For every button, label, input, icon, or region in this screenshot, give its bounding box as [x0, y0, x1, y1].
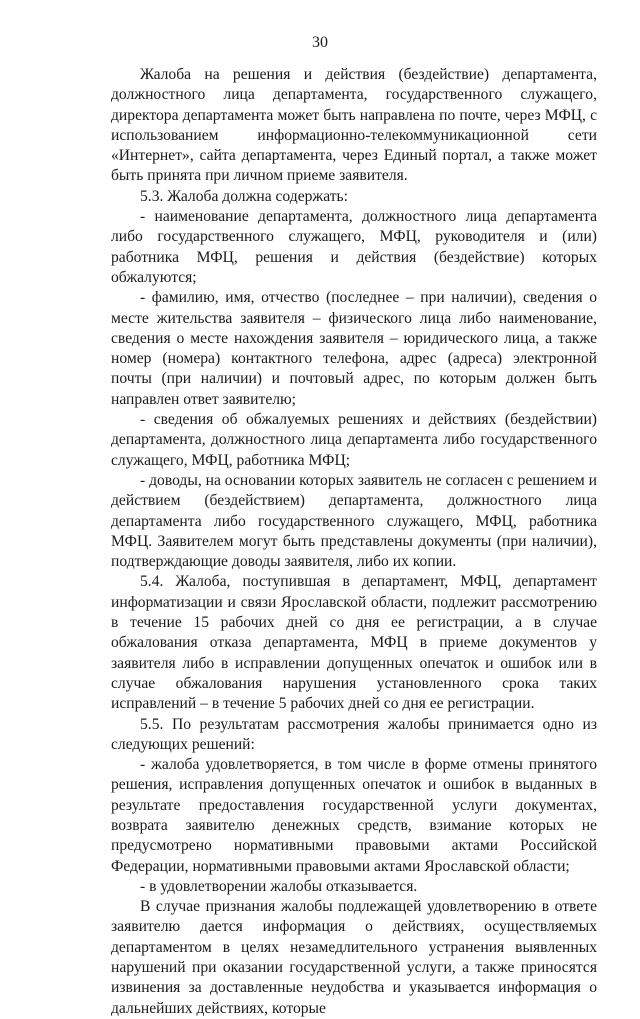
document-body — [111, 65, 597, 1019]
paragraph-complaint-channels: Жалоба на решения и действия (бездействие) департамента, должностного лица департамента, государственного служащего, директора департамента может быть направлена по почте, через МФЦ, с использованием информационно-телекоммуникационной сети «Интернет», сайта департамента, через Единый портал, а также может быть принята при личном приеме заявителя. — [111, 66, 597, 185]
paragraph-satisfaction-response: В случае признания жалобы подлежащей удовлетворению в ответе заявителю дается информация о действиях, осуществляемых департаментом в целях незамедлительного устранения выявленных нарушений при оказании государственной услуги, а также приносятся извинения за доставленные неудобства и указывается информация о дальнейших действиях, которые — [111, 898, 597, 1017]
list-item-arguments: - доводы, на основании которых заявитель не согласен с решением и действием (бездействием) департамента, должностного лица департамента либо государственного служащего, МФЦ, работника МФЦ. Заявителем могут быть представлены документы (при наличии), подтверждающие доводы заявителя, либо их копии. — [111, 471, 597, 571]
list-item-complaint-satisfied: - жалоба удовлетворяется, в том числе в форме отмены принятого решения, исправления допущенных опечаток и ошибок в выданных в результате предоставления государственной услуги документах, возврата заявителю денежных средств, взимание которых не предусмотрено нормативными правовыми актами Российской Федерации, нормативными правовыми актами Ярославской области; — [111, 756, 597, 875]
page-number: 30 — [312, 34, 328, 51]
list-item-complaint-rejected: - в удовлетворении жалобы отказывается. — [140, 877, 418, 895]
paragraph-5-4: 5.4. Жалоба, поступившая в департамент, МФЦ, департамент информатизации и связи Ярославской области, подлежит рассмотрению в течение 15 рабочих дней со дня ее регистрации, а в случае обжалования отказа департамента, МФЦ в приеме документов у заявителя либо в исправлении допущенных опечаток и ошибок или в случае обжалования нарушения установленного срока таких исправлений – в течение 5 рабочих дней со дня ее регистрации. — [111, 573, 597, 713]
paragraph-5-5: 5.5. По результатам рассмотрения жалобы принимается одно из следующих решений: — [111, 715, 597, 753]
list-item-department-name: - наименование департамента, должностного лица департамента либо государственного служащего, МФЦ, руководителя и (или) работника МФЦ, решения и действия (бездействие) которых обжалуются; — [111, 208, 597, 286]
paragraph-5-3-heading: 5.3. Жалоба должна содержать: — [140, 187, 348, 205]
list-item-appealed-decisions: - сведения об обжалуемых решениях и действиях (бездействии) департамента, должностного лица департамента либо государственного служащего, МФЦ, работника МФЦ; — [111, 411, 597, 469]
list-item-applicant-details: - фамилию, имя, отчество (последнее – при наличии), сведения о месте жительства заявителя – физического лица либо наименование, сведения о месте нахождения заявителя – юридического лица, а также номер (номера) контактного телефона, адрес (адреса) электронной почты (при наличии) и почтовый адрес, по которым должен быть направлен ответ заявителю; — [111, 289, 597, 408]
